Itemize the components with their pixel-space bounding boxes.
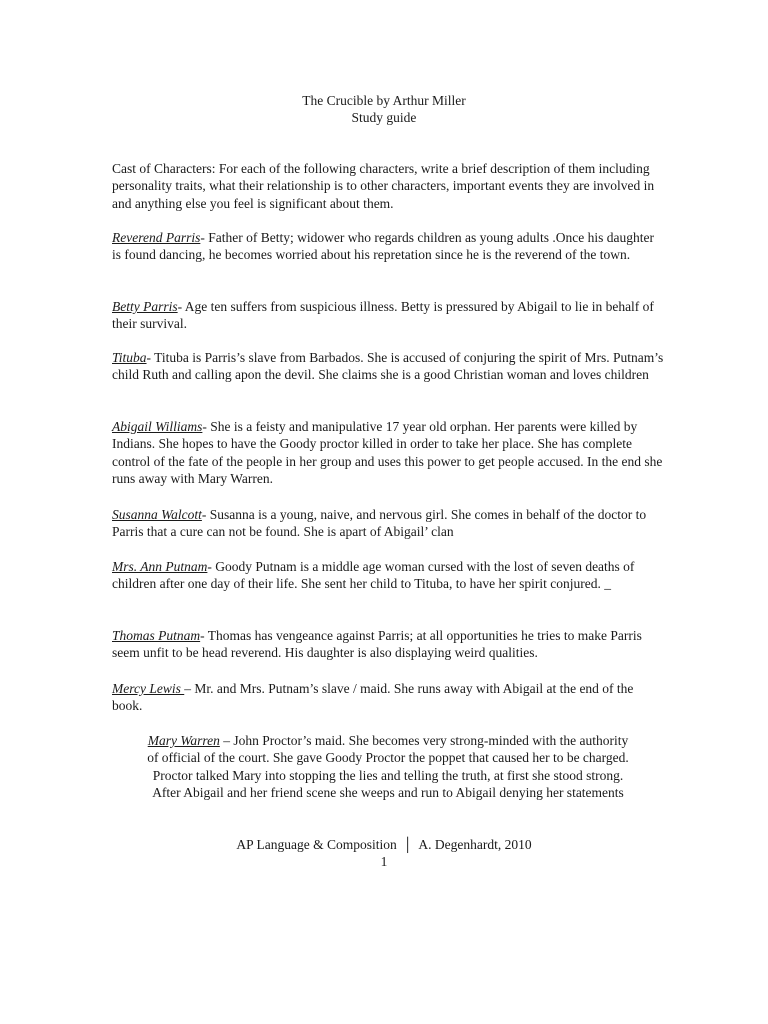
character-entry xyxy=(112,349,664,384)
character-description: – Mr. and Mrs. Putnam’s slave / maid. She runs away with Abigail at the end of the book. xyxy=(112,681,634,714)
character-description: - Susanna is a young, naive, and nervous girl. She comes in behalf of the doctor to Parris that a cure can not be found. She is apart of Abigail’ clan xyxy=(112,507,647,540)
mary-line-3: Proctor talked Mary into stopping the lies and telling the truth, at first she stood strong. xyxy=(152,767,624,783)
character-name: Mercy Lewis xyxy=(112,681,185,696)
document-subtitle: Study guide xyxy=(351,110,417,125)
character-entry xyxy=(112,680,664,715)
character-name: Mrs. Ann Putnam xyxy=(112,559,208,574)
character-name: Betty Parris xyxy=(112,299,178,314)
mary-line-4: After Abigail and her friend scene she weeps and run to Abigail denying her statements xyxy=(152,785,624,801)
character-entry xyxy=(112,506,664,541)
character-name: Thomas Putnam xyxy=(112,628,201,643)
character-description: – John Proctor’s maid. She becomes very strong-minded with the authority xyxy=(219,733,629,748)
document-title: The Crucible by Arthur Miller xyxy=(302,93,466,108)
intro-paragraph: Cast of Characters: For each of the following characters, write a brief description of them including personality traits, what their relationship is to other characters, important events they are involved in and anything else you feel is significant about them. xyxy=(112,161,655,211)
character-description: - Father of Betty; widower who regards children as young adults .Once his daughter is found dancing, he becomes worried about his repretation since he is the reverend of the town. xyxy=(112,230,654,263)
character-entry xyxy=(112,298,664,333)
character-name: Tituba xyxy=(112,350,147,365)
page-footer xyxy=(0,836,768,870)
character-description: - Age ten suffers from suspicious illness. Betty is pressured by Abigail to lie in behalf of their survival. xyxy=(112,299,654,332)
character-name: Mary Warren xyxy=(147,733,220,748)
footer-separator: │ xyxy=(402,837,413,852)
character-description: - She is a feisty and manipulative 17 year old orphan. Her parents were killed by Indians. She hopes to have the Goody proctor killed in order to take her place. She has complete control of the fate of the people in her group and uses this power to get people accused. In the end she runs away with Mary Warren. xyxy=(112,419,663,487)
character-description: - Goody Putnam is a middle age woman cursed with the lost of seven deaths of children after one day of their life. She sent her child to Tituba, to have her spirit conjured. _ xyxy=(112,559,635,592)
character-entry xyxy=(112,627,664,662)
character-name: Reverend Parris xyxy=(112,230,201,245)
page-number: 1 xyxy=(380,854,388,869)
character-entry xyxy=(112,229,664,264)
character-description: - Tituba is Parris’s slave from Barbados. She is accused of conjuring the spirit of Mrs. Putnam’s child Ruth and calling apon the devil. She claims she is a good Christian woman and loves children xyxy=(112,350,664,383)
character-description: - Thomas has vengeance against Parris; at all opportunities he tries to make Parris seem unfit to be head reverend. His daughter is also displaying weird qualities. xyxy=(112,628,642,661)
character-name: Susanna Walcott xyxy=(112,507,202,522)
title-block xyxy=(0,92,768,126)
footer-line xyxy=(0,836,768,853)
character-entry xyxy=(112,558,664,593)
footer-author: A. Degenhardt, 2010 xyxy=(418,837,532,852)
character-entry-mary-warren xyxy=(112,732,664,802)
footer-course: AP Language & Composition xyxy=(236,837,397,852)
mary-line-1 xyxy=(112,732,664,749)
character-entry xyxy=(112,418,664,488)
mary-line-2: of official of the court. She gave Goody Proctor the poppet that caused her to be charged. xyxy=(147,750,629,766)
character-name: Abigail Williams xyxy=(112,419,203,434)
